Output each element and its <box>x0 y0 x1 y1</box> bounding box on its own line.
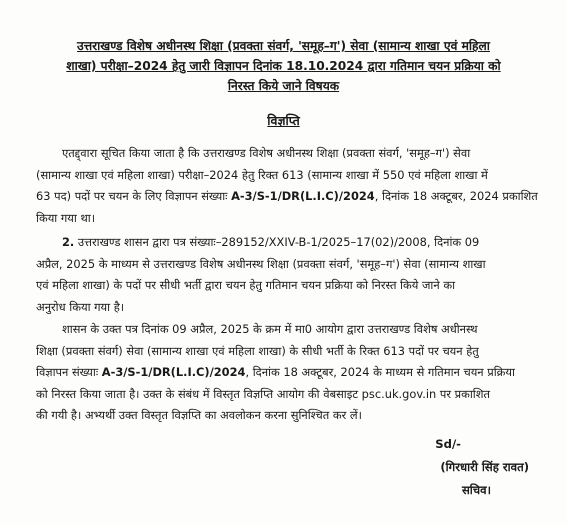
paragraph-3-line-2: शिक्षा (प्रवक्ता संवर्ग) सेवा (सामान्य शाखा एवं महिला शाखा) के सीधी भर्ती के रिक्त 613 पदों पर चयन हेतु <box>36 343 479 358</box>
paragraph-2-line-3: एवं महिला शाखा) के पदों पर सीधी भर्ती द्वारा चयन हेतु गतिमान चयन प्रक्रिया को निरस्त किये जाने का <box>36 278 456 292</box>
advertisement-number-2: A-3/S-1/DR(L.I.C)/2024 <box>101 365 246 379</box>
paragraph-3-line-3 <box>36 362 544 384</box>
paragraph-2-line-1 <box>36 232 544 254</box>
paragraph-1-line-3-start: 63 पद) पदों पर चयन के लिए विज्ञापन संख्याः <box>36 189 232 203</box>
paragraph-3-line-4: को निरस्त किया जाता है। उक्त के संबंध में विस्तृत विज्ञप्ति आयोग की वेबसाइट psc.uk.gov.in पर प्रकाशित <box>36 386 490 401</box>
notice-heading: विज्ञप्ति <box>267 113 300 128</box>
paragraph-3 <box>36 319 544 427</box>
signatory-designation: सचिव। <box>461 483 491 497</box>
paragraph-2 <box>36 232 544 318</box>
subject-line-3: निरस्त किये जाने विषयक <box>227 79 340 93</box>
paragraph-1-line-2: (सामान्य शाखा एवं महिला शाखा) परीक्षा–2024 हेतु रिक्त 613 (सामान्य शाखा में 550 एवं महिला शाखा में <box>36 167 488 182</box>
signature-block <box>369 433 529 502</box>
paragraph-1-line-3 <box>36 186 544 208</box>
paragraph-1-line-3-end: , दिनांक 18 अक्टूबर, 2024 प्रकाशित <box>374 189 538 203</box>
signed-marker: Sd/- <box>435 437 461 451</box>
subject-line-2: शाखा) परीक्षा–2024 हेतु जारी विज्ञापन दिनांक 18.10.2024 द्वारा गतिमान चयन प्रक्रिया को <box>66 59 501 73</box>
paragraph-2-line-4: अनुरोध किया गया है। <box>36 299 125 314</box>
paragraph-3-line-3-end: , दिनांक 18 अक्टूबर, 2024 के माध्यम से गतिमान चयन प्रक्रिया <box>245 365 515 379</box>
subject-line-1: उत्तराखण्ड विशेष अधीनस्थ शिक्षा (प्रवक्ता संवर्ग, 'समूह–ग') सेवा (सामान्य शाखा एवं महिला <box>77 39 490 53</box>
paragraph-3-line-3-start: विज्ञापन संख्याः <box>36 365 102 379</box>
paragraph-1 <box>36 143 544 229</box>
advertisement-number: A-3/S-1/DR(L.I.C)/2024 <box>231 189 375 203</box>
notice-subject <box>22 36 545 96</box>
paragraph-2-number: 2. <box>62 235 75 249</box>
paragraph-2-line-2: अप्रैल, 2025 के माध्यम से उत्तराखण्ड विशेष अधीनस्थ शिक्षा (प्रवक्ता संवर्ग, 'समूह–ग') सेवा (सामान्य शाखा <box>36 256 486 271</box>
paragraph-1-line-1: एतद्द्वारा सूचित किया जाता है कि उत्तराखण्ड विशेष अधीनस्थ शिक्षा (प्रवक्ता संवर्ग, 'समूह–ग') सेवा <box>62 146 471 160</box>
paragraph-1-line-4: किया गया था। <box>36 210 96 225</box>
paragraph-2-line-1-text: उत्तराखण्ड शासन द्वारा पत्र संख्याः–289152/XXIV-B-1/2025–17(02)/2008, दिनांक 09 <box>74 235 480 249</box>
paragraph-3-line-1: शासन के उक्त पत्र दिनांक 09 अप्रैल, 2025 के क्रम में मा0 आयोग द्वारा उत्तराखण्ड विशेष अधीनस्थ <box>62 322 478 336</box>
paragraph-3-line-5: की गयी है। अभ्यर्थी उक्त विस्तृत विज्ञप्ति का अवलोकन करना सुनिश्चित कर लें। <box>36 408 362 422</box>
signatory-name: (गिरधारी सिंह रावत) <box>440 460 529 474</box>
